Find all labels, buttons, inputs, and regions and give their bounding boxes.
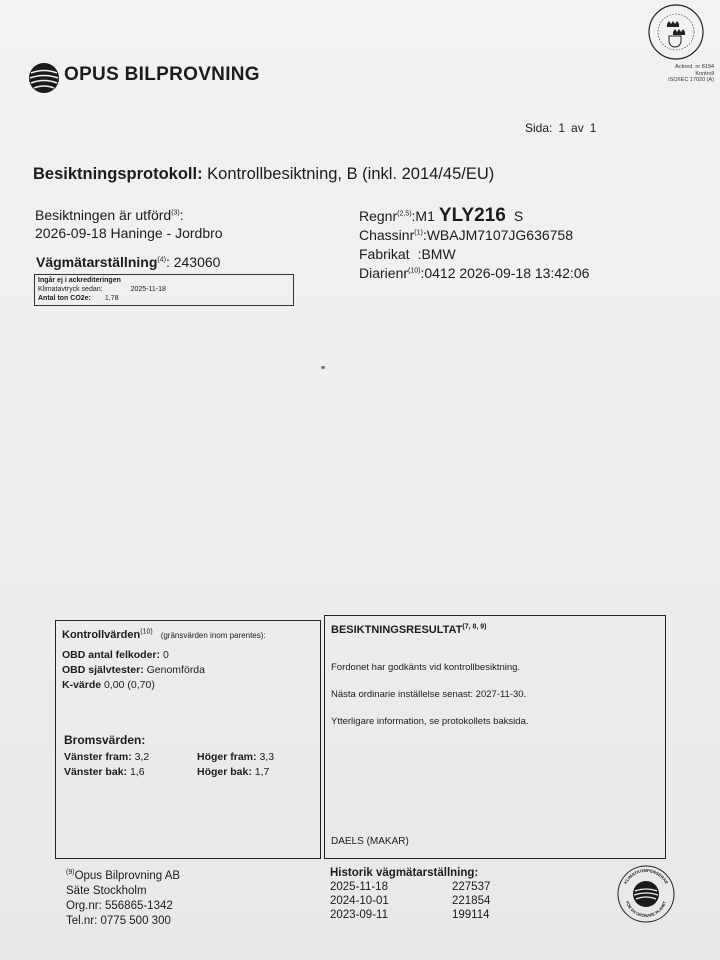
brake-values-title: Bromsvärden: (64, 733, 146, 747)
svg-text:KLIMATKOMPENSERAR: KLIMATKOMPENSERAR (622, 867, 670, 885)
history-row: 2025-11-18 227537 (330, 881, 491, 893)
result-line: Nästa ordinarie inställelse senast: 2027-11-30. (331, 689, 527, 700)
inspection-result-box: BESIKTNINGSRESULTAT$^{(7, 8, 9)}$ Fordonet har godkänts vid kontrollbesiktning. Nästa ordinarie inställelse senast: 2027-11-30. Ytterligare information, se protokollets baksida. DAELS (MAKAR) (324, 615, 666, 859)
result-line: Fordonet har godkänts vid kontrollbesiktning. (331, 662, 521, 673)
diary-row: Diarienr$^{(10)}$:0412 2026-09-18 13:42:06 (359, 265, 590, 281)
climate-footprint-box: Ingår ej i ackrediteringen Klimatavtryck sedan: 2025-11-18 Antal ton CO2e: 1,78 (34, 274, 294, 306)
accreditation-text: Ackred. nr 8194 Kontroll ISO/IEC 17020 (A) (668, 64, 714, 83)
company-footer: $^{(9)}$Opus Bilprovning AB Säte Stockholm Org.nr: 556865-1342 Tel.nr: 0775 500 300 (66, 869, 181, 927)
control-values-box: Kontrollvärden$^{(10)}$ (gränsvärden inom parentes): OBD antal felkoder: 0 OBD självtester: Genomförda K-värde 0,00 (0,70) Bromsvärden: Vänster fram: 3,2 Höger fram: 3,3 Vänster bak: 1,6 Höger bak: 1,7 (55, 620, 321, 859)
result-line: Ytterligare information, se protokollets baksida. (331, 716, 529, 727)
odometer-reading: Vägmätarställning$^{(4)}$: 243060 (36, 254, 221, 270)
chassis-row: Chassinr$^{(1)}$:WBAJM7107JG636758 (359, 227, 574, 243)
vehicle-details (359, 206, 589, 283)
make-row: Fabrikat :BMW (359, 246, 456, 262)
page-number: Sida: 1 av 1 (525, 121, 597, 135)
svg-text:FÖR EN GRÖNARE PLANET: FÖR EN GRÖNARE PLANET (624, 900, 668, 919)
inspection-place-date: Besiktningen är utförd$^{(3)}$: 2026-09-18 Haninge - Jordbro (35, 207, 223, 241)
protocol-title: Besiktningsprotokoll: Kontrollbesiktning, B (inkl. 2014/45/EU) (33, 165, 495, 183)
opus-globe-icon (28, 62, 60, 94)
brake-values: Vänster fram: 3,2 Höger fram: 3,3 Vänster bak: 1,6 Höger bak: 1,7 (64, 751, 275, 778)
company-logo-text: OPUS BILPROVNING (64, 64, 260, 85)
history-row: 2023-09-11 199114 (330, 909, 490, 921)
regnr-row: Regnr$^{(2,5)}$:M1 YLY216 S (359, 205, 524, 226)
paper-speck (321, 366, 325, 369)
inspector-name: DAELS (MAKAR) (331, 836, 409, 847)
odometer-history: Historik vägmätarställning: 2025-11-18 227537 2024-10-01 221854 2023-09-11 199114 (330, 866, 520, 922)
swedac-seal-icon (640, 0, 712, 64)
history-row: 2024-10-01 221854 (330, 895, 491, 907)
climate-compensation-badge-icon (616, 864, 676, 924)
